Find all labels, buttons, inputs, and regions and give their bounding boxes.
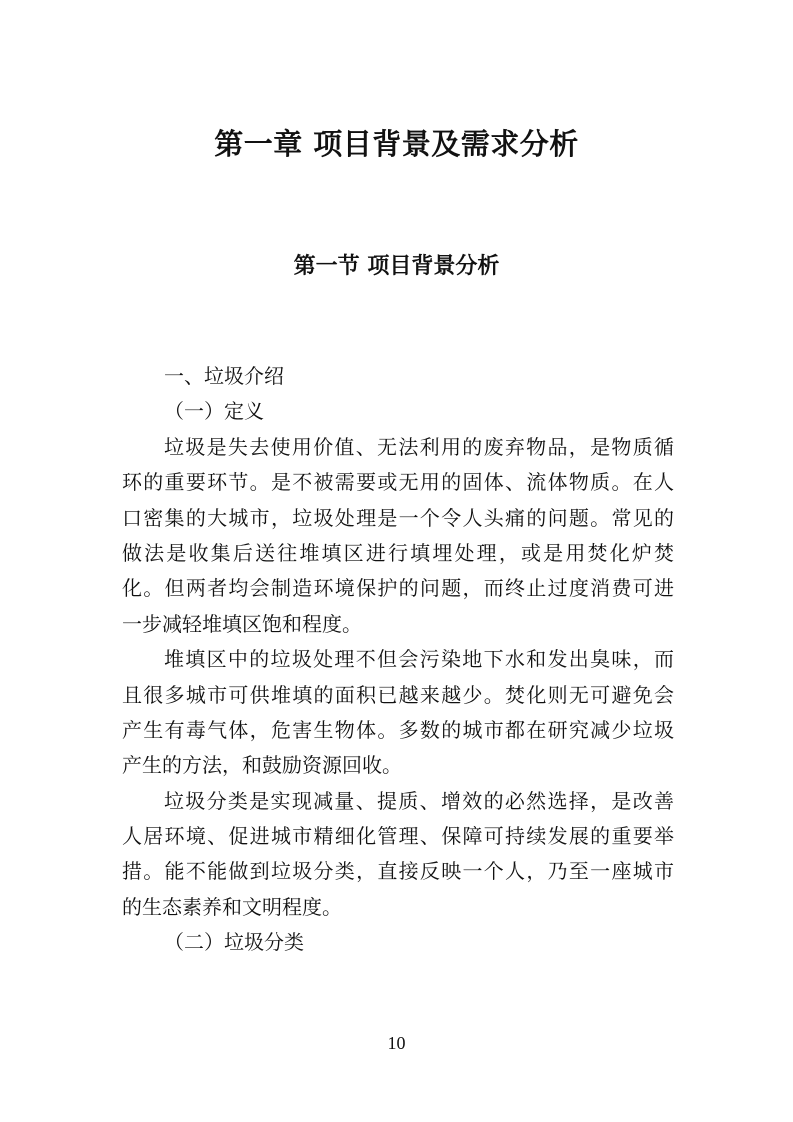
paragraph-line: 产生有毒气体，危害生物体。多数的城市都在研究减少垃圾 (122, 717, 674, 742)
section-title: 第一节 项目背景分析 (293, 254, 500, 279)
paragraph-line: 措。能不能做到垃圾分类，直接反映一个人，乃至一座城市 (122, 859, 674, 884)
paragraph-line: 垃圾分类是实现减量、提质、增效的必然选择，是改善 (164, 788, 674, 813)
paragraph-line: 化。但两者均会制造环境保护的问题，而终止过度消费可进 (122, 576, 674, 601)
paragraph-line: 堆填区中的垃圾处理不但会污染地下水和发出臭味，而 (164, 647, 674, 672)
page-number: 10 (387, 1033, 406, 1053)
paragraph-line: 口密集的大城市，垃圾处理是一个令人头痛的问题。常见的 (122, 505, 674, 530)
paragraph-line: 产生的方法，和鼓励资源回收。 (122, 753, 402, 778)
heading-garbage-intro: 一、垃圾介绍 (164, 364, 284, 388)
paragraph-line: 的生态素养和文明程度。 (122, 894, 342, 919)
body-text (122, 359, 674, 961)
paragraph-line: 人居环境、促进城市精细化管理、保障可持续发展的重要举 (122, 824, 674, 849)
paragraph-line: 做法是收集后送往堆填区进行填埋处理，或是用焚化炉焚 (122, 540, 674, 565)
subheading-garbage-classification: （二）垃圾分类 (164, 930, 304, 955)
paragraph-line: 一步减轻堆填区饱和程度。 (122, 611, 362, 636)
chapter-title: 第一章 项目背景及需求分析 (214, 127, 579, 161)
paragraph-line: 环的重要环节。是不被需要或无用的固体、流体物质。在人 (122, 470, 674, 495)
paragraph-line: 垃圾是失去使用价值、无法利用的废弃物品，是物质循 (164, 434, 674, 459)
paragraph-line: 且很多城市可供堆填的面积已越来越少。焚化则无可避免会 (122, 682, 674, 707)
subheading-definition: （一）定义 (164, 399, 264, 424)
